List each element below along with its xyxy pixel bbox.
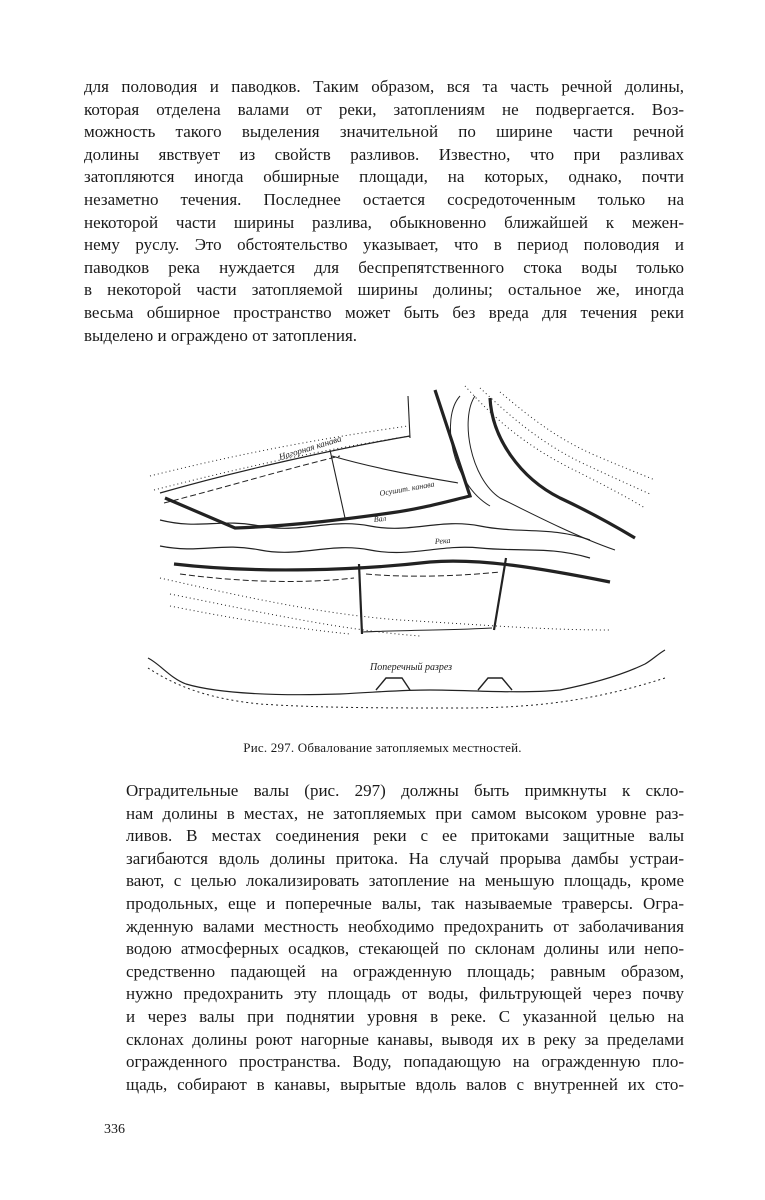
lower-canal bbox=[180, 574, 354, 581]
lower-canal bbox=[366, 572, 500, 576]
embankment-upper bbox=[165, 390, 470, 528]
embankment-lower bbox=[174, 561, 610, 582]
text-line: паводков река нуждается для беспрепятственного стока воды только bbox=[84, 257, 684, 277]
traverse bbox=[359, 564, 362, 634]
contour-line bbox=[170, 606, 350, 634]
text-line: можность такого выделения значительной по ширине части речной bbox=[84, 122, 684, 142]
label-cross-section: Поперечный разрез bbox=[370, 662, 453, 673]
text-line: жденную валами местность необходимо предохранить от заболачивания bbox=[126, 916, 684, 936]
upland-canal bbox=[164, 456, 340, 503]
text-line: нему руслу. Это обстоятельство указывает, что в период половодия и bbox=[84, 235, 684, 255]
label-river: Река bbox=[434, 535, 451, 546]
figure-297 bbox=[140, 378, 670, 728]
river-bank bbox=[160, 546, 590, 558]
text-line: огражденного пространства. Воду, попадающую на огражденную пло- bbox=[126, 1052, 684, 1072]
contour-line bbox=[480, 388, 650, 494]
text-line: щадь, собирают в канавы, вырытые вдоль валов с внутренней их сто- bbox=[126, 1074, 684, 1094]
contour-line bbox=[160, 578, 610, 630]
text-line: продольных, еще и поперечные валы, так называемые траверсы. Огра- bbox=[126, 893, 684, 913]
text-line: выделено и ограждено от затопления. bbox=[84, 325, 358, 345]
text-line: незаметно течения. Последнее остается сосредоточенным только на bbox=[84, 189, 684, 209]
text-line: ливов. В местах соединения реки с ее притоками защитные валы bbox=[126, 826, 684, 846]
label-embankment: Вал bbox=[373, 513, 387, 524]
text-line: Оградительные валы (рис. 297) должны быть примкнуты к скло- bbox=[126, 781, 684, 800]
contour-line bbox=[154, 436, 410, 490]
lower-canal bbox=[362, 628, 492, 632]
text-line: весьма обширное пространство может быть без вреда для течения реки bbox=[84, 302, 684, 322]
text-line: в некоторой части затопляемой ширины долины; остальное же, иногда bbox=[84, 280, 684, 300]
text-line: нужно предохранить эту площадь от воды, фильтрующей через почву bbox=[126, 984, 684, 1004]
text-line: которая отделена валами от реки, затоплениям не подвергается. Воз- bbox=[84, 99, 684, 119]
text-line: и через валы при поднятии уровня в реке. С указанной целью на bbox=[126, 1006, 684, 1026]
text-line: затопляются иногда обширные площади, на которых, однако, почти bbox=[84, 167, 684, 187]
contour-line bbox=[500, 392, 655, 480]
label-upland-canal: Нагорная канава bbox=[277, 433, 343, 462]
tributary-bank bbox=[468, 396, 615, 550]
section-ground bbox=[148, 668, 665, 708]
figure-caption: Рис. 297. Обвалование затопляемых местностей. bbox=[243, 740, 522, 755]
tributary-embankment bbox=[490, 398, 635, 538]
text-line: склонах долины роют нагорные канавы, выводя их в реку за пределами bbox=[126, 1029, 684, 1049]
text-line: для половодия и паводков. Таким образом, вся та часть речной долины, bbox=[84, 77, 684, 96]
traverse bbox=[494, 558, 506, 630]
drainage-canal bbox=[330, 450, 458, 518]
text-line: вают, с целью локализировать затопление на меньшую площадь, кроме bbox=[126, 871, 684, 891]
embankment-diagram bbox=[140, 378, 670, 728]
contour-line bbox=[170, 594, 420, 636]
upland-canal bbox=[408, 396, 410, 438]
page-number: 336 bbox=[104, 1122, 125, 1137]
text-line: нам долины в местах, не затопляемых при самом высоком уровне раз- bbox=[126, 803, 684, 823]
text-line: средственно падающей на огражденную площадь; равным образом, bbox=[126, 961, 684, 981]
paragraph-2 bbox=[84, 780, 684, 1096]
text-line: долины явствует из свойств разливов. Известно, что при разливах bbox=[84, 144, 684, 164]
paragraph-1 bbox=[84, 76, 684, 347]
label-drainage-canal: Осушит. канава bbox=[378, 479, 436, 498]
text-line: загибаются вдоль долины притока. На случай прорыва дамбы устраи- bbox=[126, 848, 684, 868]
text-line: некоторой части ширины разлива, обыкновенно ближайшей к межен- bbox=[84, 212, 684, 232]
text-line: водою атмосферных осадков, стекающей по склонам долины или непо- bbox=[126, 939, 684, 959]
section-embankment bbox=[376, 678, 512, 690]
